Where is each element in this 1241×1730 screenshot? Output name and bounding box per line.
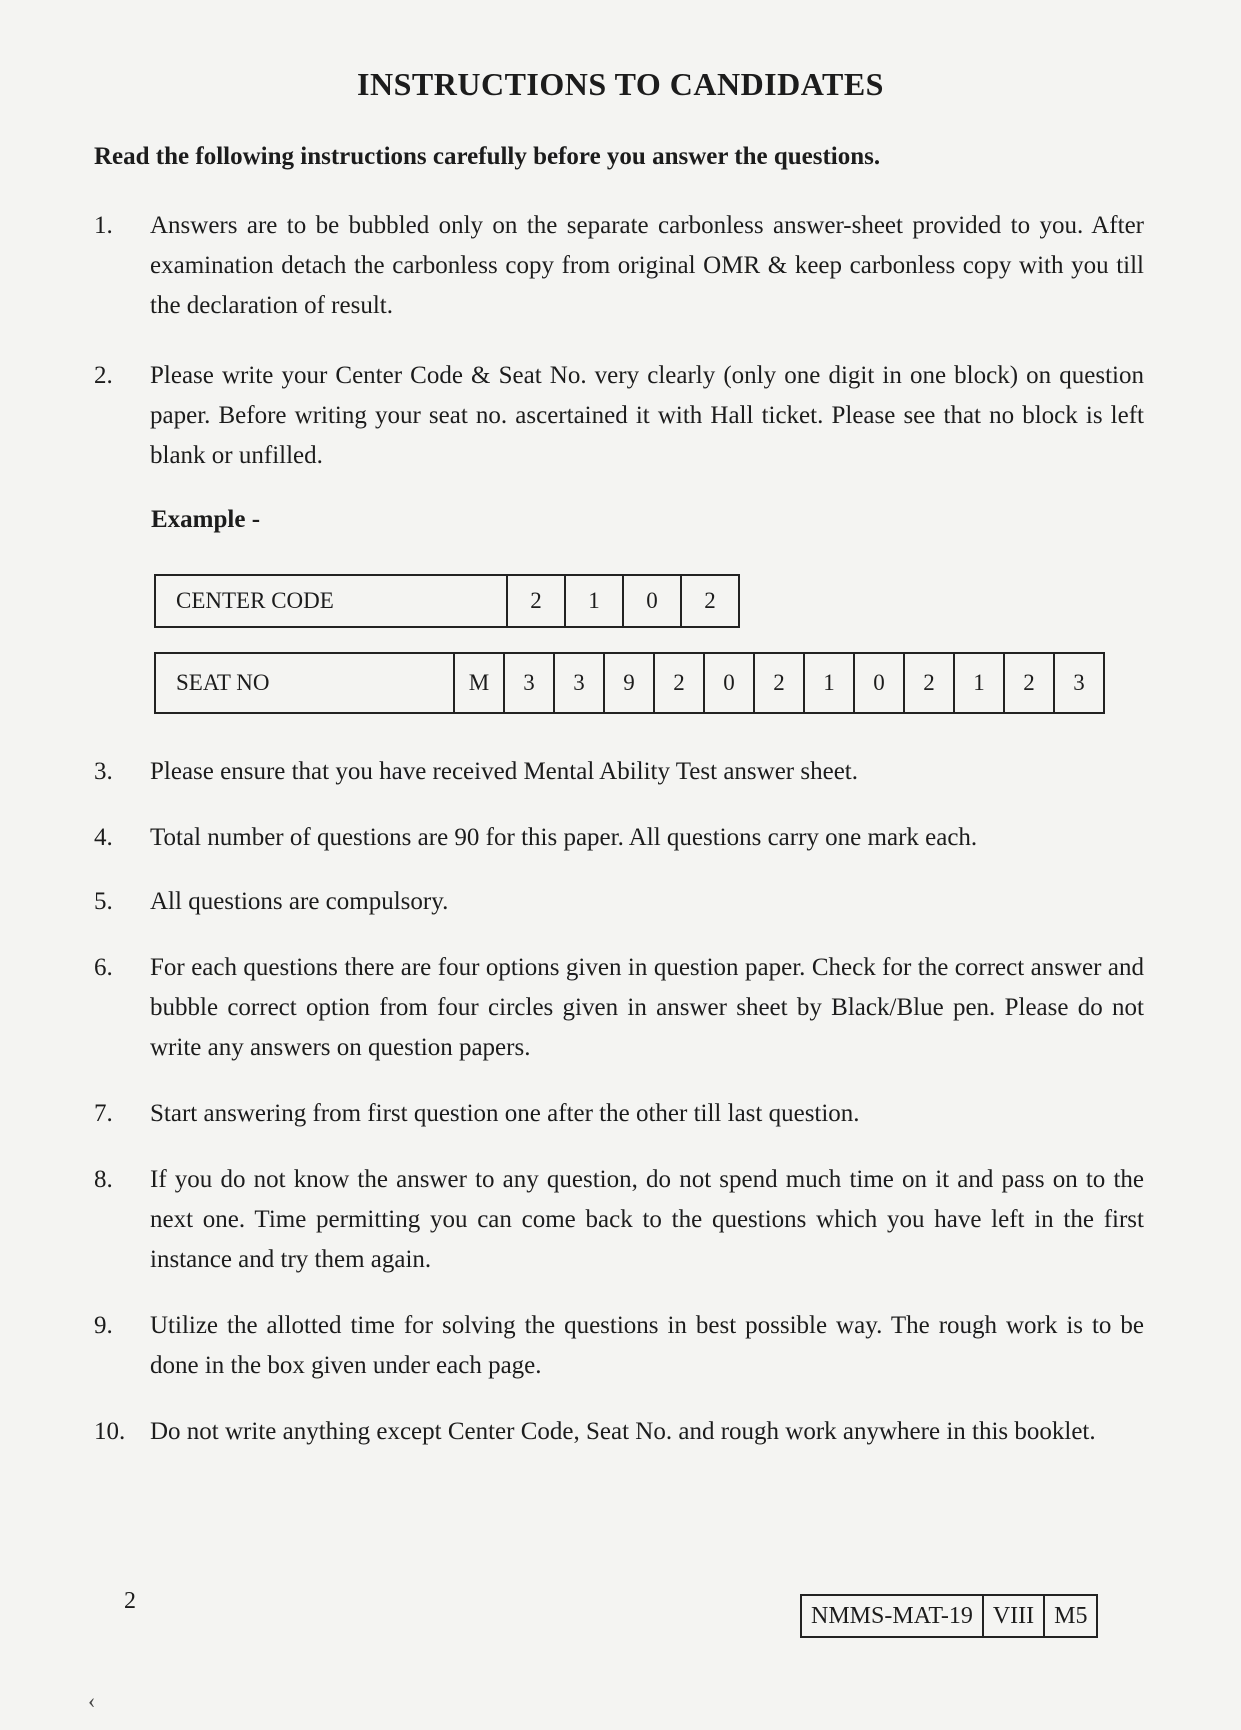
instruction-text: For each questions there are four options given in question paper. Check for the correct answer and bubble correct option from four circles given in answer sheet by Black/Blue pen. Please do not write any answers on question papers. xyxy=(150,954,1144,1061)
seat-no-digit: 0 xyxy=(704,653,754,713)
seat-no-digit: 3 xyxy=(1054,653,1104,713)
instruction-text: Answers are to be bubbled only on the separate carbonless answer-sheet provided to you. After examination detach the carbonless copy from original OMR & keep carbonless copy with you till the declaration of result. xyxy=(150,212,1144,319)
instruction-item xyxy=(94,882,1144,922)
instruction-item xyxy=(94,1160,1144,1280)
center-code-digit: 1 xyxy=(565,575,623,627)
instruction-number: 5. xyxy=(94,888,113,915)
instruction-text: Utilize the allotted time for solving the questions in best possible way. The rough work is to be done in the box given under each page. xyxy=(150,1312,1144,1379)
seat-no-digit: 2 xyxy=(754,653,804,713)
instruction-number: 2. xyxy=(94,362,113,389)
instruction-item xyxy=(94,356,1144,476)
seat-no-digit: 1 xyxy=(954,653,1004,713)
instruction-item xyxy=(94,1094,1144,1134)
paper-code-part: VIII xyxy=(983,1595,1044,1637)
instruction-text: Do not write anything except Center Code, Seat No. and rough work anywhere in this booklet. xyxy=(150,1418,1096,1445)
instruction-text: Please write your Center Code & Seat No. very clearly (only one digit in one block) on question paper. Before writing your seat no. ascertained it with Hall ticket. Please see that no block is left blank or unfilled. xyxy=(150,362,1144,469)
center-code-digit: 2 xyxy=(681,575,739,627)
instruction-item xyxy=(94,752,1144,792)
page-title: INSTRUCTIONS TO CANDIDATES xyxy=(357,66,884,102)
paper-code-part: NMMS-MAT-19 xyxy=(801,1595,983,1637)
seat-no-table xyxy=(154,652,1105,714)
seat-no-digit: 3 xyxy=(504,653,554,713)
instruction-number: 1. xyxy=(94,212,113,239)
instruction-number: 6. xyxy=(94,954,113,981)
seat-no-digit: 2 xyxy=(904,653,954,713)
instruction-text: Start answering from first question one after the other till last question. xyxy=(150,1100,860,1127)
instruction-text: All questions are compulsory. xyxy=(150,888,449,915)
corner-mark: ‹ xyxy=(88,1688,96,1713)
instruction-number: 10. xyxy=(94,1418,126,1445)
center-code-table xyxy=(154,574,740,628)
instruction-item xyxy=(94,1412,1144,1452)
seat-no-digit: 9 xyxy=(604,653,654,713)
seat-no-label: SEAT NO xyxy=(155,653,454,713)
example-label: Example - xyxy=(151,506,261,533)
instruction-text: Please ensure that you have received Mental Ability Test answer sheet. xyxy=(150,758,858,785)
paper-code-box xyxy=(800,1594,1098,1638)
seat-no-digit: 2 xyxy=(1004,653,1054,713)
intro-text: Read the following instructions carefully before you answer the questions. xyxy=(94,143,881,170)
instruction-number: 8. xyxy=(94,1166,113,1193)
center-code-digit: 2 xyxy=(507,575,565,627)
instruction-item xyxy=(94,1306,1144,1386)
instruction-text: Total number of questions are 90 for this paper. All questions carry one mark each. xyxy=(150,824,978,851)
instruction-number: 9. xyxy=(94,1312,113,1339)
instruction-item xyxy=(94,948,1144,1068)
center-code-label: CENTER CODE xyxy=(155,575,507,627)
instruction-number: 4. xyxy=(94,824,113,851)
seat-no-digit: 0 xyxy=(854,653,904,713)
paper-code-part: M5 xyxy=(1044,1595,1097,1637)
center-code-digit: 0 xyxy=(623,575,681,627)
page-number: 2 xyxy=(124,1588,136,1614)
instruction-item xyxy=(94,206,1144,326)
seat-no-digit: 3 xyxy=(554,653,604,713)
instruction-text: If you do not know the answer to any question, do not spend much time on it and pass on to the next one. Time permitting you can come back to the questions which you have left in the first instance and try them again. xyxy=(150,1166,1144,1273)
instruction-item xyxy=(94,818,1144,858)
seat-no-digit: M xyxy=(454,653,504,713)
instruction-number: 7. xyxy=(94,1100,113,1127)
instruction-number: 3. xyxy=(94,758,113,785)
seat-no-digit: 2 xyxy=(654,653,704,713)
seat-no-digit: 1 xyxy=(804,653,854,713)
